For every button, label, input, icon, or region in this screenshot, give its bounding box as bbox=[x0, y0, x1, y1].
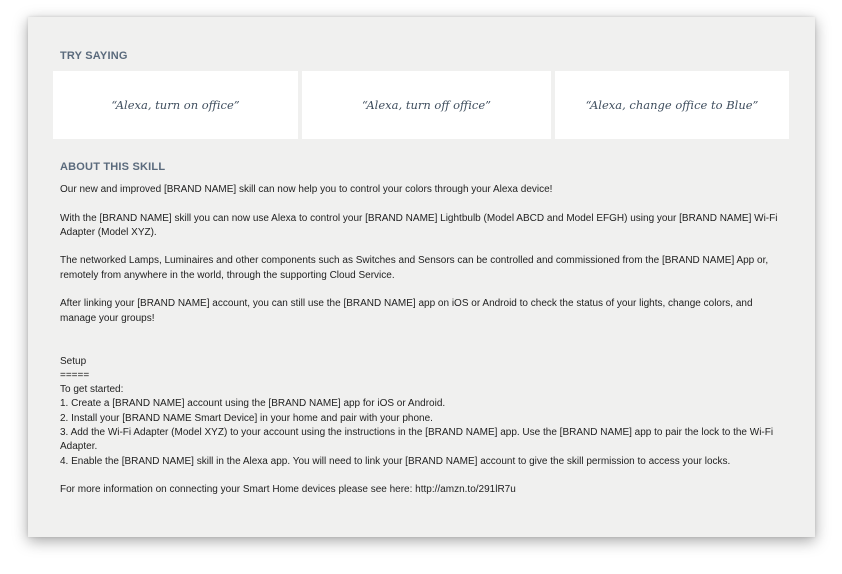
description-paragraph: After linking your [BRAND NAME] account, you can still use the [BRAND NAME] app on iOS or Android to check the status of your lights, change colors, and manage your groups! bbox=[60, 298, 756, 324]
description-paragraph: With the [BRAND NAME] skill you can now use Alexa to control your [BRAND NAME] Lightbulb (Model ABCD and Model EFGH) using your [BRAND NAME] Wi-Fi Adapter (Model XYZ). bbox=[60, 212, 780, 238]
description-paragraph: The networked Lamps, Luminaires and other components such as Switches and Sensors can be controlled and commissioned from the [BRAND NAME] App or, remotely from anywhere in the world, through the supporting Cloud Service. bbox=[60, 255, 771, 281]
sample-phrase-card[interactable]: “Alexa, change office to Blue” bbox=[555, 71, 789, 139]
skill-details-panel bbox=[28, 17, 815, 537]
sample-phrases bbox=[53, 71, 789, 139]
skill-description bbox=[60, 183, 788, 498]
sample-phrase-card[interactable]: “Alexa, turn off office” bbox=[302, 71, 551, 139]
try-saying-heading: TRY SAYING bbox=[60, 50, 128, 62]
sample-phrase-card[interactable]: “Alexa, turn on office” bbox=[53, 71, 298, 139]
more-info-text: For more information on connecting your Smart Home devices please see here: http://amzn.to/291lR7u bbox=[60, 484, 516, 496]
description-paragraph: Our new and improved [BRAND NAME] skill can now help you to control your colors through your Alexa device! bbox=[60, 184, 553, 195]
about-skill-heading: ABOUT THIS SKILL bbox=[60, 161, 166, 173]
setup-instructions: Setup ===== To get started: 1. Create a [BRAND NAME] account using the [BRAND NAME] app for iOS or Android. 2. Install your [BRAND NAME Smart Device] in your home and pair with your phone. 3. Add the Wi-Fi Adapter (Model XYZ) to your account using the instructions in the [BRAND NAME] app. Use the [BRAND NAME] app to pair the lock to the Wi-Fi Adapter. 4. Enable the [BRAND NAME] skill in the Alexa app. You will need to link your [BRAND NAME] account to give the skill permission to access your locks. bbox=[60, 355, 774, 467]
